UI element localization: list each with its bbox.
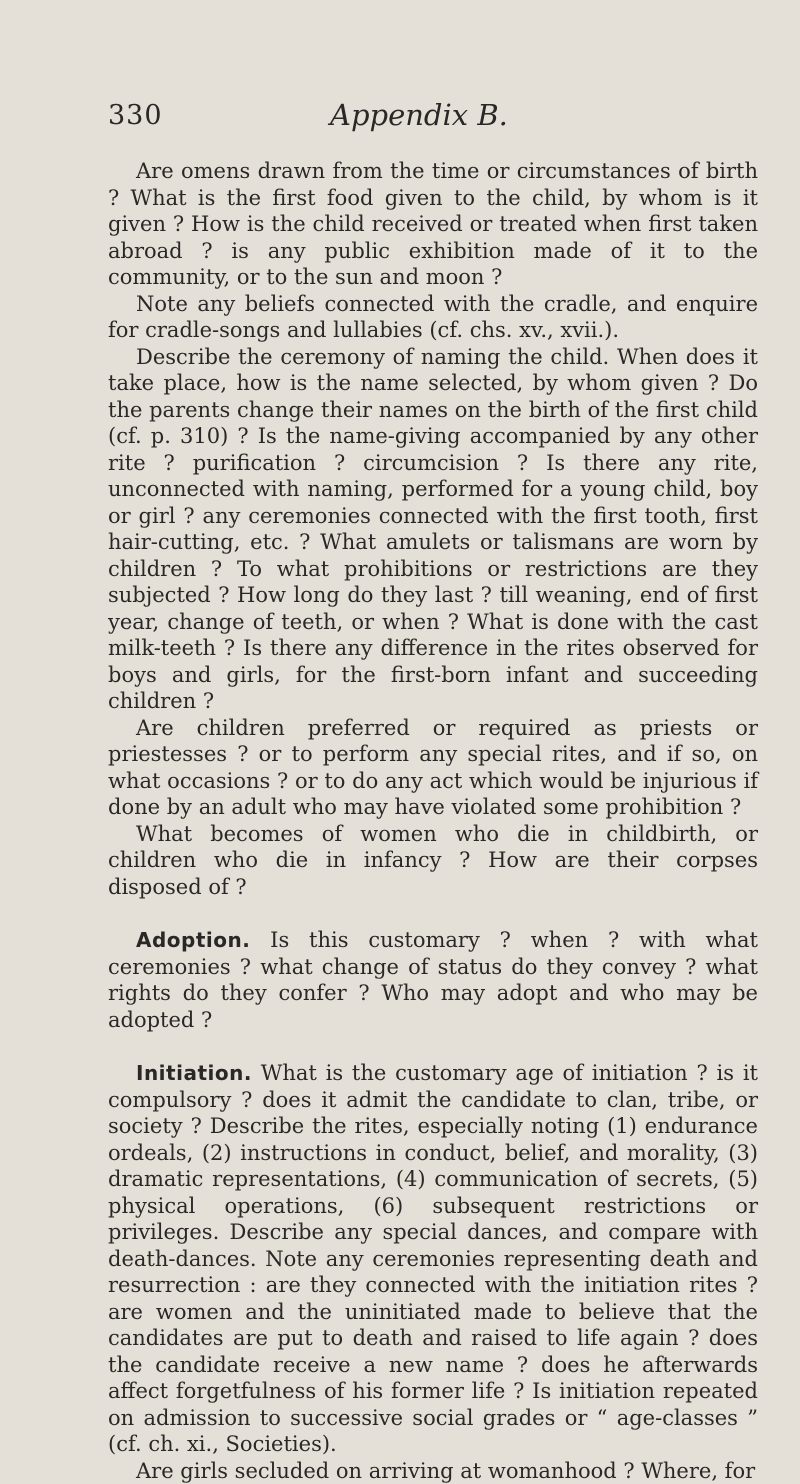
paragraph-text: What is the customary age of initiation ? is it compulsory ? does it admit the candidate to clan, tribe, or society ? Describe the rites, especially noting (1) endurance ordeals, (2) instructions in conduct, belief, and morality, (3) dramatic representations, (4) communication of secrets, (5) physical operations, (6) subsequent restrictions or privileges. Describe any special dances, and compare with death-dances. Note any ceremonies representing death and resurrection : are they connected with the initiation rites ? are women and the uninitiated made to believe that the candidates are put to death and raised to life again ? does the candidate receive a new name ? does he afterwards affect forgetfulness of his former life ? Is initiation repeated on admission to successive social grades or “ age-classes ” (cf. ch. xi., Societies). [108, 1061, 758, 1456]
paragraph-text: Are girls secluded on arriving at womanhood ? Where, for [136, 1459, 755, 1483]
body-text [108, 158, 758, 1484]
paragraph-text: Is this customary ? when ? with what ceremonies ? what change of status do they convey ? what rights do they confer ? Who may adopt and who may be adopted ? [108, 928, 758, 1032]
paragraph-initiation [108, 1060, 758, 1458]
paragraph-text: Are children preferred or required as priests or priestesses ? or to perform any special rites, and if so, on what occasions ? or to do any act which would be injurious if done by an adult who may have violated some prohibition ? [108, 716, 758, 820]
paragraph-text: Describe the ceremony of naming the child. When does it take place, how is the name selected, by whom given ? Do the parents change their names on the birth of the first child (cf. p. 310) ? Is the name-giving accompanied by any other rite ? purification ? circumcision ? Is there any rite, unconnected with naming, performed for a young child, boy or girl ? any ceremonies connected with the first tooth, first hair-cutting, etc. ? What amulets or talismans are worn by children ? To what prohibitions or restrictions are they subjected ? How long do they last ? till weaning, end of first year, change of teeth, or when ? What is done with the cast milk-teeth ? Is there any difference in the rites observed for boys and girls, for the first-born infant and succeeding children ? [108, 345, 758, 714]
section-heading-initiation: Initiation. [136, 1061, 252, 1085]
paragraph-text: Are omens drawn from the time or circumstances of birth ? What is the first food given to the child, by whom is it given ? How is the child received or treated when first taken abroad ? is any public exhibition made of it to the community, or to the sun and moon ? [108, 159, 758, 289]
paragraph-birth-omens [108, 158, 758, 291]
page-number: 330 [108, 100, 163, 131]
paragraph-child-priests [108, 715, 758, 821]
paragraph-adoption [108, 927, 758, 1033]
paragraph-childbirth-deaths [108, 821, 758, 901]
running-head: Appendix B. [330, 98, 508, 132]
paragraph-girls-seclusion [108, 1458, 758, 1484]
paragraph-naming [108, 344, 758, 715]
paragraph-text: What becomes of women who die in childbirth, or children who die in infancy ? How are their corpses disposed of ? [108, 822, 758, 899]
paragraph-cradle [108, 291, 758, 344]
section-heading-adoption: Adoption. [136, 928, 250, 952]
paragraph-text: Note any beliefs connected with the cradle, and enquire for cradle-songs and lullabies (cf. chs. xv., xvii.). [108, 292, 758, 343]
